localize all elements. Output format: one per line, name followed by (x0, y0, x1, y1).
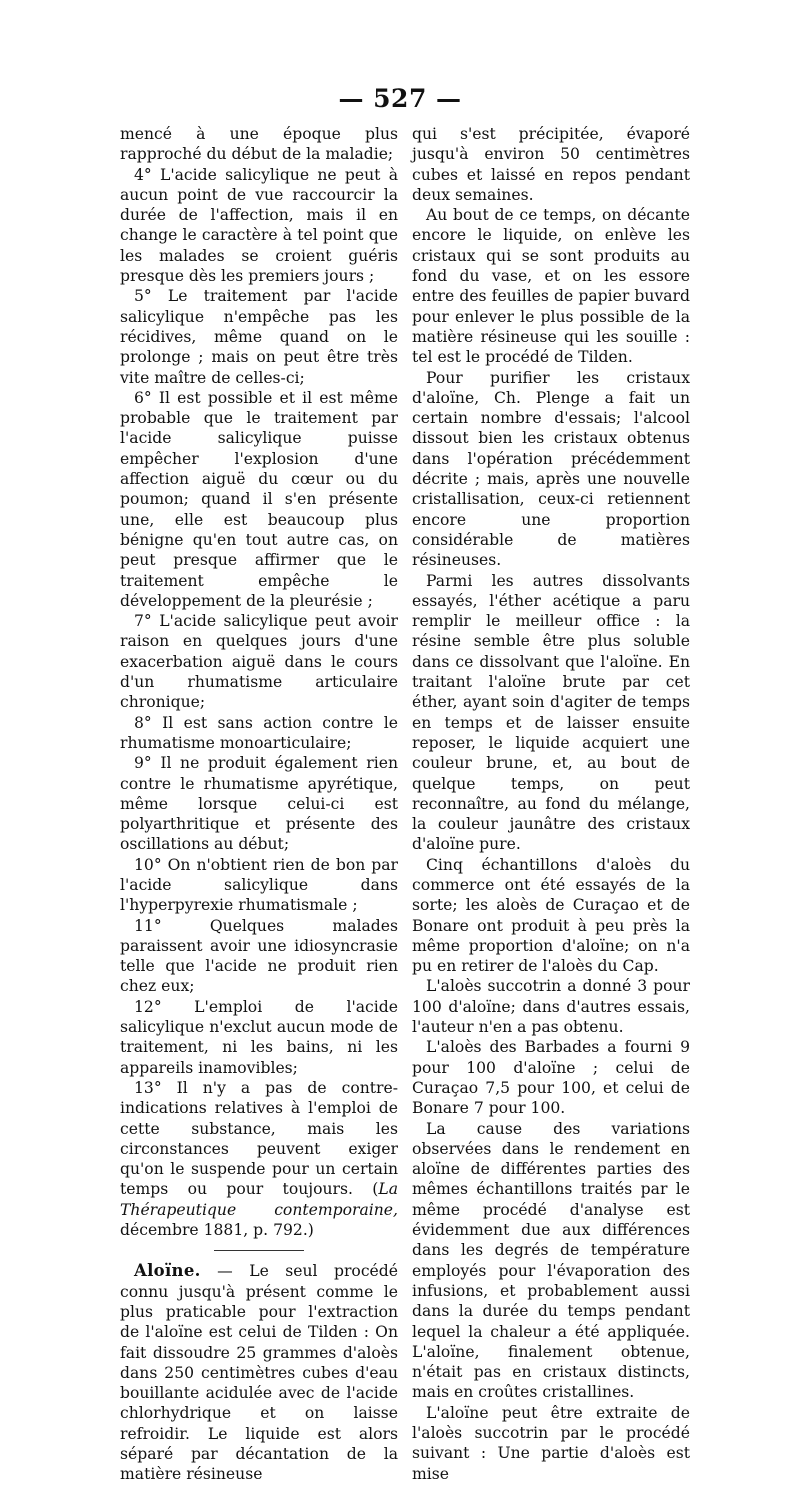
citation-date: décembre 1881, p. 792.) (120, 1221, 314, 1240)
paragraph: Pour purifier les cristaux d'aloïne, Ch. Plenge a fait un certain nombre d'essais; l'alcool dissout bien les cristaux obtenus dans l'opération précédemment décrite ; mais, après une nouvelle cristallisation, ceux-ci retiennent encore une proportion considérable de matières résineuses. (412, 368, 690, 570)
paragraph (120, 1078, 398, 1240)
paragraph: 7° L'acide salicylique peut avoir raison en quelques jours d'une exacerbation aiguë dans le cours d'un rhumatisme articulaire chronique; (120, 612, 398, 712)
paragraph-text: — Le seul procédé connu jusqu'à présent comme le plus praticable pour l'extraction de l'aloïne est celui de Tilden : On fait dissoudre 25 grammes d'aloès dans 250 centimètres cubes d'eau bouillante acidulée avec de l'acide chlorhydrique et on laisse refroidir. Le liquide est alors séparé par décantation de la matière résineuse (120, 1262, 398, 1484)
section-heading: Aloïne. (134, 1261, 201, 1281)
paragraph: 12° L'emploi de l'acide salicylique n'exclut aucun mode de traitement, ni les bains, ni les appareils inamovibles; (120, 997, 398, 1077)
paragraph: Cinq échantillons d'aloès du commerce ont été essayés de la sorte; les aloès de Curaçao et de Bonare ont produit à peu près la même proportion d'aloïne; on n'a pu en retirer de l'aloès du Cap. (412, 855, 690, 976)
left-column (120, 124, 398, 1485)
paragraph: Parmi les autres dissolvants essayés, l'éther acétique a paru remplir le meilleur office : la résine semble être plus soluble dans ce dissolvant que l'aloïne. En traitant l'aloïne brute par cet éther, ayant soin d'agiter de temps en temps et de laisser ensuite reposer, le liquide acquiert une couleur brune, et, au bout de quelque temps, on peut reconnaître, au fond du mélange, la couleur jaunâtre des cristaux d'aloïne pure. (412, 571, 690, 854)
paragraph: 10° On n'obtient rien de bon par l'acide salicylique dans l'hyperpyrexie rhumatismale ; (120, 855, 398, 915)
paragraph: L'aloès des Barbades a fourni 9 pour 100 d'aloïne ; celui de Curaçao 7,5 pour 100, et celui de Bonare 7 pour 100. (412, 1038, 690, 1118)
paragraph: La cause des variations observées dans le rendement en aloïne de différentes parties des mêmes échantillons traités par le même procédé d'analyse est évidemment due aux différences dans les degrés de température employés pour l'évaporation des infusions, et probablement aussi dans la durée du temps pendant lequel la chaleur a été appliquée. L'aloïne, finalement obtenue, n'était pas en cristaux distincts, mais en croûtes cristallines. (412, 1119, 690, 1402)
paragraph: 6° Il est possible et il est même probable que le traitement par l'acide salicylique puisse empêcher l'explosion d'une affection aiguë du cœur ou du poumon; quand il s'en présente une, elle est beaucoup plus bénigne qu'en tout autre cas, on peut presque affirmer que le traitement empêche le développement de la pleurésie ; (120, 388, 398, 610)
paragraph-text: 13° Il n'y a pas de contre-indications relatives à l'emploi de cette substance, mais les circonstances peuvent exiger qu'on le suspende pour un certain temps ou pour toujours. ( (120, 1078, 398, 1199)
paragraph: 4° L'acide salicylique ne peut à aucun point de vue raccourcir la durée de l'affection, mais il en change le caractère à tel point que les malades se croient guéris presque dès les premiers jours ; (120, 165, 398, 286)
section-paragraph (120, 1261, 398, 1484)
paragraph: L'aloès succotrin a donné 3 pour 100 d'aloïne; dans d'autres essais, l'auteur n'en a pas obtenu. (412, 977, 690, 1037)
paragraph: 9° Il ne produit également rien contre le rhumatisme apyrétique, même lorsque celui-ci est polyarthritique et présente des oscillations au début; (120, 754, 398, 854)
paragraph: 8° Il est sans action contre le rhumatisme monoarticulaire; (120, 713, 398, 752)
citation-title: La Thérapeutique contemporaine, (120, 1180, 398, 1219)
paragraph: L'aloïne peut être extraite de l'aloès succotrin par le procédé suivant : Une partie d'aloès est mise (412, 1403, 690, 1483)
paragraph: qui s'est précipitée, évaporé jusqu'à environ 50 centimètres cubes et laissé en repos pendant deux semaines. (412, 125, 690, 204)
paragraph: 11° Quelques malades paraissent avoir une idiosyncrasie telle que l'acide ne produit rien chez eux; (120, 916, 398, 996)
paragraph: Au bout de ce temps, on décante encore le liquide, on enlève les cristaux qui se sont produits au fond du vase, et on les essore entre des feuilles de papier buvard pour enlever le plus possible de la matière résineuse qui les souille : tel est le procédé de Tilden. (412, 206, 690, 367)
paragraph: mencé à une époque plus rapproché du début de la maladie; (120, 125, 398, 164)
page-number: — 527 — (338, 84, 462, 113)
paragraph: 5° Le traitement par l'acide salicylique n'empêche pas les récidives, même quand on le prolonge ; mais on peut être très vite maître de celles-ci; (120, 287, 398, 387)
right-column (412, 124, 690, 1484)
section-divider (214, 1250, 304, 1251)
